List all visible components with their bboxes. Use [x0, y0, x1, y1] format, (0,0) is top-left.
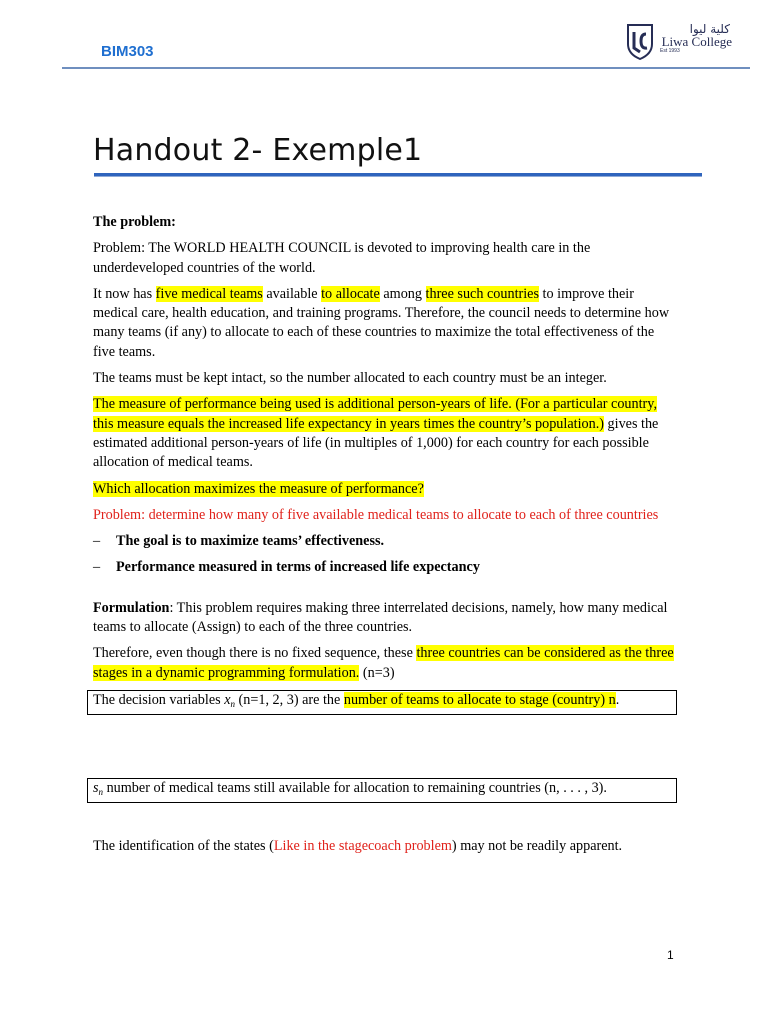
logo-est-text: Est 1993 — [660, 48, 680, 54]
course-code: BIM303 — [101, 43, 154, 60]
paragraph-integer: The teams must be kept intact, so the number allocated to each country must be an integer. — [93, 370, 607, 387]
page-number: 1 — [667, 948, 674, 962]
document-body — [93, 213, 678, 863]
title-underline-shadow — [94, 176, 702, 177]
paragraph-teams: It now has five medical teams available to allocate among three such countries to improve their medical care, health education, and training programs. Therefore, the council needs to determine how many teams (if any) to allocate to each of these countries to maximize the total effectiveness of the five teams. — [93, 285, 670, 360]
problem-heading: The problem: — [93, 214, 176, 230]
paragraph-states: The identification of the states (Like in the stagecoach problem) may not be readily apparent. — [93, 837, 623, 854]
state-variable-box: $s_n$ number of medical teams still available for allocation to remaining countries (n, . . . , 3). — [87, 778, 677, 803]
paragraph-problem-summary: Problem: determine how many of five available medical teams to allocate to each of three countries — [93, 506, 659, 523]
paragraph-problem-intro: Problem: The WORLD HEALTH COUNCIL is devoted to improving health care in the underdeveloped countries of the world. — [93, 240, 591, 276]
dash-marker: – — [93, 559, 101, 576]
goal-list — [93, 532, 678, 578]
logo-arabic-text: كلية ليوا — [689, 22, 730, 36]
list-item: – Performance measured in terms of increased life expectancy — [93, 558, 678, 577]
list-item: – The goal is to maximize teams’ effectiveness. — [93, 532, 678, 551]
dash-marker: – — [93, 533, 101, 550]
paragraph-stages: Therefore, even though there is no fixed sequence, these three countries can be considered as the three stages in a dynamic programming formulation. (n=3) — [93, 645, 674, 681]
logo-english-text: Liwa College — [661, 34, 732, 49]
page-title: Handout 2- Exemple1 — [93, 133, 423, 168]
paragraph-measure: The measure of performance being used is additional person-years of life. (For a particular country, this measure equals the increased life expectancy in years times the country’s population.) gives the estimated additional person-years of life (in multiples of 1,000) for each country for each possible allocation of medical teams. — [93, 396, 659, 471]
paragraph-formulation: Formulation: This problem requires making three interrelated decisions, namely, how many medical teams to allocate (Assign) to each of the three countries. — [93, 599, 668, 636]
decision-variable-box: The decision variables $x_n$ (n=1, 2, 3) are the number of teams to allocate to stage (country) n. — [87, 690, 677, 715]
header-divider — [62, 67, 750, 69]
paragraph-question: Which allocation maximizes the measure of performance? — [93, 480, 424, 497]
